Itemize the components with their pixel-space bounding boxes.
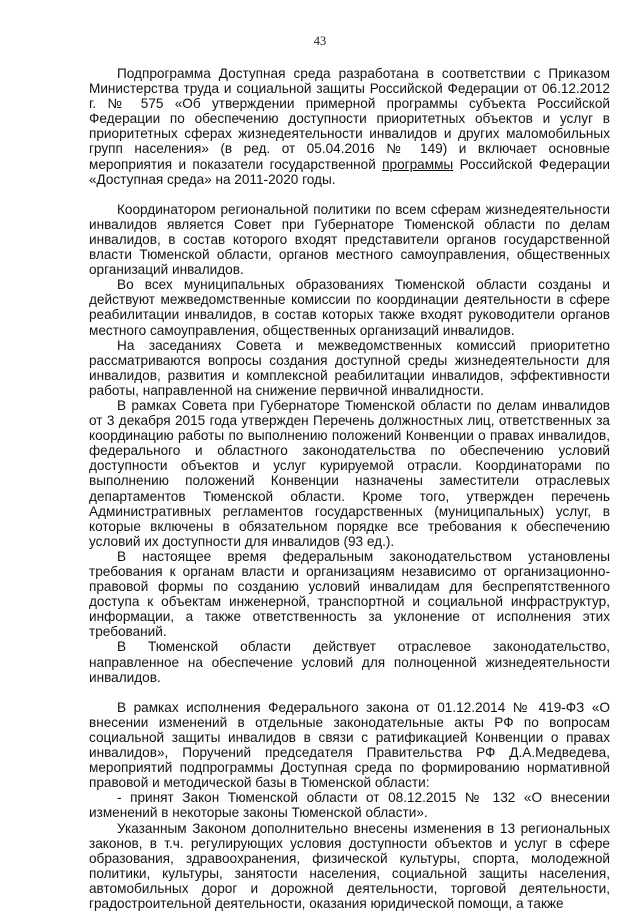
- paragraph-council-meetings: На заседаниях Совета и межведомственных комиссий приоритетно рассматриваются вопросы создания доступной среды жизнедеятельности для инвалидов, развития и комплексной реабилитации инвалидов, эффективности работы, направленной на снижение первичной инвалидности.: [89, 338, 610, 398]
- list-item-law-132: - принят Закон Тюменской области от 08.12.2015 № 132 «О внесении изменений в некоторые законы Тюменской области».: [89, 790, 610, 820]
- page-number: 43: [0, 34, 640, 49]
- section-gap: [89, 187, 610, 202]
- program-link[interactable]: программы: [382, 157, 453, 172]
- paragraph-responsible-persons: В рамках Совета при Губернаторе Тюменской области по делам инвалидов от 3 декабря 2015 года утвержден Перечень должностных лиц, ответственных за координацию работы по выполнению положений Конвенции о правах инвалидов, федерального и областного законодательства по обеспечению условий доступности объектов и услуг курируемой отрасли. Координаторами по выполнению положений Конвенции назначены заместители отраслевых департаментов Тюменской области. Кроме того, утвержден перечень Административных регламентов государственных (муниципальных) услуг, в которые включены в обязательном порядке все требования к обеспечению условий их доступности для инвалидов (93 ед.).: [89, 398, 610, 549]
- paragraph-program-basis-tail: Российской Федерации «Доступная среда» на 2011-2020 годы.: [89, 157, 610, 187]
- document-body: [89, 66, 610, 911]
- paragraph-coordinator: Координатором региональной политики по всем сферам жизнедеятельности инвалидов является Совет при Губернаторе Тюменской области по делам инвалидов, в состав которого входят представители органов государственной власти Тюменской области, органов местного самоуправления, общественных организаций инвалидов.: [89, 202, 610, 277]
- paragraph-program-basis-text: Подпрограмма Доступная среда разработана в соответствии с Приказом Министерства труда и социальной защиты Российской Федерации от 06.12.2012 г. № 575 «Об утверждении примерной программы субъекта Российской Федерации по обеспечению доступности приоритетных объектов и услуг в приоритетных сферах жизнедеятельности инвалидов и других маломобильных групп населения» (в ред. от 05.04.2016 № 149) и включает основные мероприятия и показатели государственной: [89, 66, 610, 172]
- paragraph-program-basis: [89, 66, 610, 187]
- paragraph-regional-legislation: В Тюменской области действует отраслевое законодательство, направленное на обеспечение условий для полноценной жизнедеятельности инвалидов.: [89, 639, 610, 684]
- paragraph-municipal-commissions: Во всех муниципальных образованиях Тюменской области созданы и действуют межведомственные комиссии по координации деятельности в сфере реабилитации инвалидов, в состав которых также входят руководители органов местного самоуправления, общественных организаций инвалидов.: [89, 277, 610, 337]
- paragraph-amendments: Указанным Законом дополнительно внесены изменения в 13 региональных законов, в т.ч. регулирующих условия доступности объектов и услуг в сфере образования, здравоохранения, физической культуры, спорта, молодежной политики, культуры, занятости населения, социальной защиты населения, автомобильных дорог и дорожной деятельности, торговой деятельности, градостроительной деятельности, оказания юридической помощи, а также: [89, 821, 610, 911]
- section-gap: [89, 685, 610, 700]
- paragraph-federal-requirements: В настоящее время федеральным законодательством установлены требования к органам власти и организациям независимо от организационно-правовой формы по созданию условий инвалидам для беспрепятственного доступа к объектам инженерной, транспортной и социальной инфраструктур, информации, а также ответственность за уклонение от исполнения этих требований.: [89, 549, 610, 640]
- paragraph-federal-law-419: В рамках исполнения Федерального закона от 01.12.2014 № 419-ФЗ «О внесении изменений в отдельные законодательные акты РФ по вопросам социальной защиты инвалидов в связи с ратификацией Конвенции о правах инвалидов», Поручений председателя Правительства РФ Д.А.Медведева, мероприятий подпрограммы Доступная среда по формированию нормативной правовой и методической базы в Тюменской области:: [89, 700, 610, 791]
